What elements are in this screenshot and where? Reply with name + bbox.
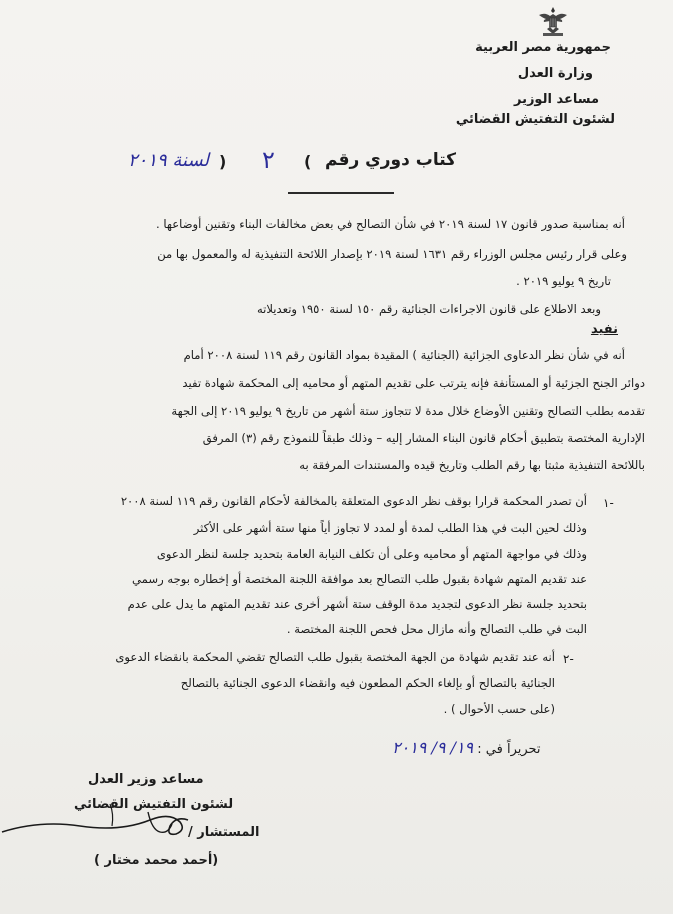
header-country: جمهورية مصر العربية: [475, 40, 611, 55]
title-divider: [288, 192, 394, 194]
main-paragraph-line: الإدارية المختصة بتطبيق أحكام قانون البناء المشار إليه – وذلك طبقاً للنموذج رقم (٣) المرفق: [202, 431, 645, 445]
signature-rank: المستشار /: [188, 825, 260, 840]
nafeed-heading: نفيد: [590, 322, 618, 337]
preamble-line: أنه بمناسبة صدور قانون ١٧ لسنة ٢٠١٩ في شأن التصالح في بعض مخالفات البناء وتقنين أوضاعها .: [156, 217, 625, 231]
item2-line: الجنائية بالتصالح أو بإلغاء الحكم المطعون فيه وانقضاء الدعوى الجنائية بالتصالح: [180, 676, 555, 690]
circular-number-handwritten: ٢: [262, 146, 275, 174]
item1-line: البت في طلب التصالح وأنه مازال محل فحص اللجنة المختصة .: [286, 622, 587, 636]
main-paragraph-line: باللائحة التنفيذية مثبتا بها رقم الطلب وتاريخ قيده والمستندات المرفقة به: [299, 458, 645, 472]
preamble-line: وعلى قرار رئيس مجلس الوزراء رقم ١٦٣١ لسنة ٢٠١٩ بإصدار اللائحة التنفيذية له والمعمول بها من: [157, 247, 627, 261]
main-paragraph-line: دوائر الجنح الجزئية أو المستأنفة فإنه يترتب على تقديم المتهم أو محاميه إلى المحكمة شهادة تفيد: [182, 376, 645, 390]
item1-line: بتحديد جلسة نظر الدعوى لتجديد مدة الوقف ستة أشهر أخرى عند تقديم المتهم ما يدل على عدم: [127, 597, 587, 611]
item1-line: وذلك في مواجهة المتهم أو محاميه وعلى أن تكلف النيابة العامة بتحديد جلسة لنظر الدعوى: [156, 547, 587, 561]
eagle-emblem-icon: [536, 5, 570, 37]
issue-date: [392, 738, 541, 757]
title-paren-open: (: [304, 152, 312, 171]
signature-title: مساعد وزير العدل: [88, 772, 204, 787]
signature-name: (أحمد محمد مختار ): [94, 853, 219, 868]
main-paragraph-line: أنه في شأن نظر الدعاوى الجزائية (الجنائية ) المقيدة بمواد القانون رقم ١١٩ لسنة ٢٠٠٨ أمام: [183, 348, 625, 362]
item-number: ١-: [603, 496, 614, 510]
signature-department: لشئون التفتيش القضائي: [74, 797, 234, 812]
title-paren-close: ): [219, 152, 227, 171]
header-ministry: وزارة العدل: [517, 66, 593, 81]
header-assistant-minister: مساعد الوزير: [513, 92, 599, 107]
item1-line: عند تقديم المتهم شهادة بقبول طلب التصالح بعد موافقة اللجنة المختصة أو إخطاره بوجه رسمي: [131, 572, 587, 586]
preamble-line: وبعد الاطلاع على قانون الاجراءات الجنائية رقم ١٥٠ لسنة ١٩٥٠ وتعديلاته: [256, 302, 601, 316]
issue-date-handwritten: ١٩/ ٩/ ٢٠١٩: [392, 738, 474, 757]
circular-year-handwritten: لسنة ٢٠١٩: [128, 150, 210, 171]
item2-line: (على حسب الأحوال ) .: [443, 702, 555, 716]
item1-line: أن تصدر المحكمة قرارا بوقف نظر الدعوى المتعلقة بالمخالفة لأحكام القانون رقم ١١٩ لسنة ٢٠٠٨: [120, 494, 587, 508]
item1-line: وذلك لحين البت في هذا الطلب لمدة أو لمدد لا تجاوز أياً منها ستة أشهر على الأكثر: [193, 521, 587, 535]
main-paragraph-line: تقدمه بطلب التصالح وتقنين الأوضاع خلال مدة لا تتجاوز ستة أشهر من تاريخ ٩ يوليو ٢٠١٩ إلى الجهة: [171, 404, 645, 418]
header-department: لشئون التفتيش القضائي: [455, 112, 615, 127]
document-title: كتاب دوري رقم: [325, 150, 457, 170]
handwritten-signature-icon: [0, 790, 260, 850]
item-number: ٢-: [563, 652, 574, 666]
item2-line: أنه عند تقديم شهادة من الجهة المختصة بقبول طلب التصالح تقضي المحكمة بانقضاء الدعوى: [115, 650, 555, 664]
preamble-line: تاريخ ٩ يوليو ٢٠١٩ .: [516, 274, 611, 288]
issue-date-label: تحريراً في :: [477, 742, 541, 757]
